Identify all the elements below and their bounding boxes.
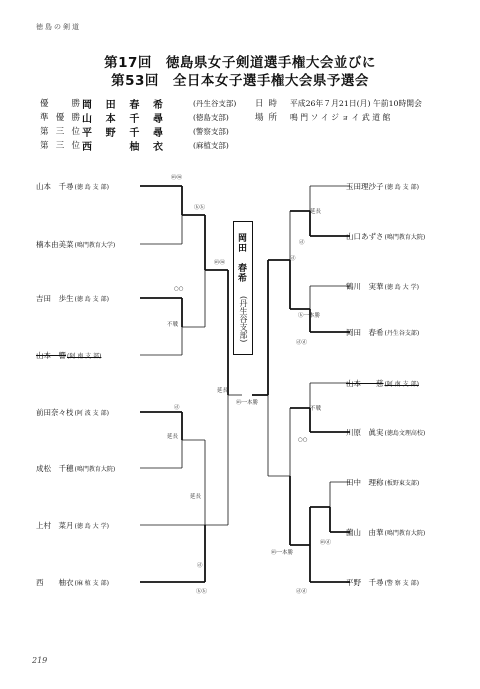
score-mark: ⓓ <box>299 240 305 246</box>
score-mark: ⓓ <box>290 256 296 262</box>
note-fusen: 不戦 <box>310 406 322 412</box>
result-branch: (徳島支部) <box>193 113 229 122</box>
left-player-6: 成松 千穂(鳴門教育大院) <box>36 464 116 473</box>
note-encho: 延長 <box>217 388 229 394</box>
right-player-8: 薗山 由華(鳴門教育大院) <box>346 528 426 537</box>
result-position: 優勝 <box>40 99 80 109</box>
info-value: 鳴 門 ソ イ ジ ョ イ 武 道 館 <box>290 113 391 122</box>
title-line-2: 第53回 全日本女子選手権大会県予選会 <box>111 73 369 89</box>
note-encho: 延長 <box>167 434 179 440</box>
info-label: 日時 <box>255 99 283 109</box>
note-encho: 延長 <box>310 209 322 215</box>
score-mark: ⓓⓓ <box>296 340 308 346</box>
score-mark: ○○ <box>298 437 308 443</box>
result-name: 平野千尋 <box>82 128 164 139</box>
header-label: 徳島の剣道 <box>36 23 81 31</box>
score-mark: ⓓ <box>174 405 180 411</box>
result-branch: (警察支部) <box>193 127 229 136</box>
note-ippon: ⓜ一本勝 <box>236 400 259 406</box>
note-ippon: ⓜ一本勝 <box>271 550 294 556</box>
left-player-2: 楠本由美菜(鳴門教育大学) <box>36 240 116 249</box>
result-position: 第三位 <box>40 127 80 137</box>
result-position: 第三位 <box>40 141 80 151</box>
right-player-1: 玉田理沙子(徳 島 支 部) <box>346 182 419 191</box>
info-label: 場所 <box>255 113 283 123</box>
result-name: 岡田春希 <box>82 100 164 111</box>
champion-branch: (丹生谷支部) <box>239 296 248 343</box>
title-line-1: 第17回 徳島県女子剣道選手権大会並びに <box>104 55 376 71</box>
right-player-6: 川原 眞実(徳島文理高校) <box>346 428 426 437</box>
left-player-3: 吉田 歩生(徳 島 支 部) <box>36 294 109 303</box>
score-mark: ○○ <box>174 286 184 292</box>
right-player-2: 山口あずさ(鳴門教育大院) <box>346 232 426 241</box>
score-mark: ⓜⓜ <box>214 260 226 266</box>
score-mark: ⓚⓚ <box>196 589 208 595</box>
note-encho: 延長 <box>190 494 202 500</box>
champion-name: 岡田 春希 <box>236 233 246 283</box>
left-player-7: 上村 菜月(徳 島 大 学) <box>36 521 109 530</box>
result-branch: (丹生谷支部) <box>193 99 237 108</box>
note-ippon: ⓚ一本勝 <box>298 313 321 319</box>
left-player-8: 西 柚衣(麻 植 支 部) <box>36 578 109 587</box>
left-player-4: 山本 響(阿 南 支 部) <box>36 351 102 360</box>
info-value: 平成26年７月21日(月) 午前10時開会 <box>290 99 422 108</box>
left-player-5: 前田奈々枝(阿 波 支 部) <box>36 408 109 417</box>
right-player-9: 平野 千尋(警 察 支 部) <box>346 578 419 587</box>
result-name: 山本千尋 <box>82 114 164 125</box>
score-mark: ⓜⓜ <box>171 175 183 181</box>
score-mark: ⓓⓓ <box>296 589 308 595</box>
result-name: 西 柚衣 <box>82 142 164 153</box>
right-player-7: 田中 理称(板野東支部) <box>346 478 420 487</box>
note-fusen: 不戦 <box>167 322 179 328</box>
left-player-1: 山本 千尋(徳 島 支 部) <box>36 182 109 191</box>
score-mark: ⓓ <box>197 563 203 569</box>
page-number: 219 <box>32 656 48 665</box>
score-mark: ⓜⓓ <box>320 540 332 546</box>
score-mark: ⓚⓚ <box>194 205 206 211</box>
result-branch: (麻植支部) <box>193 141 229 150</box>
right-player-3: 鶴川 実華(徳 島 大 学) <box>346 282 419 291</box>
right-player-4: 岡田 春希(丹生谷支部) <box>346 328 420 337</box>
right-player-5: 山本 慈(阿 南 支 部) <box>346 379 419 388</box>
result-position: 準優勝 <box>40 113 80 123</box>
